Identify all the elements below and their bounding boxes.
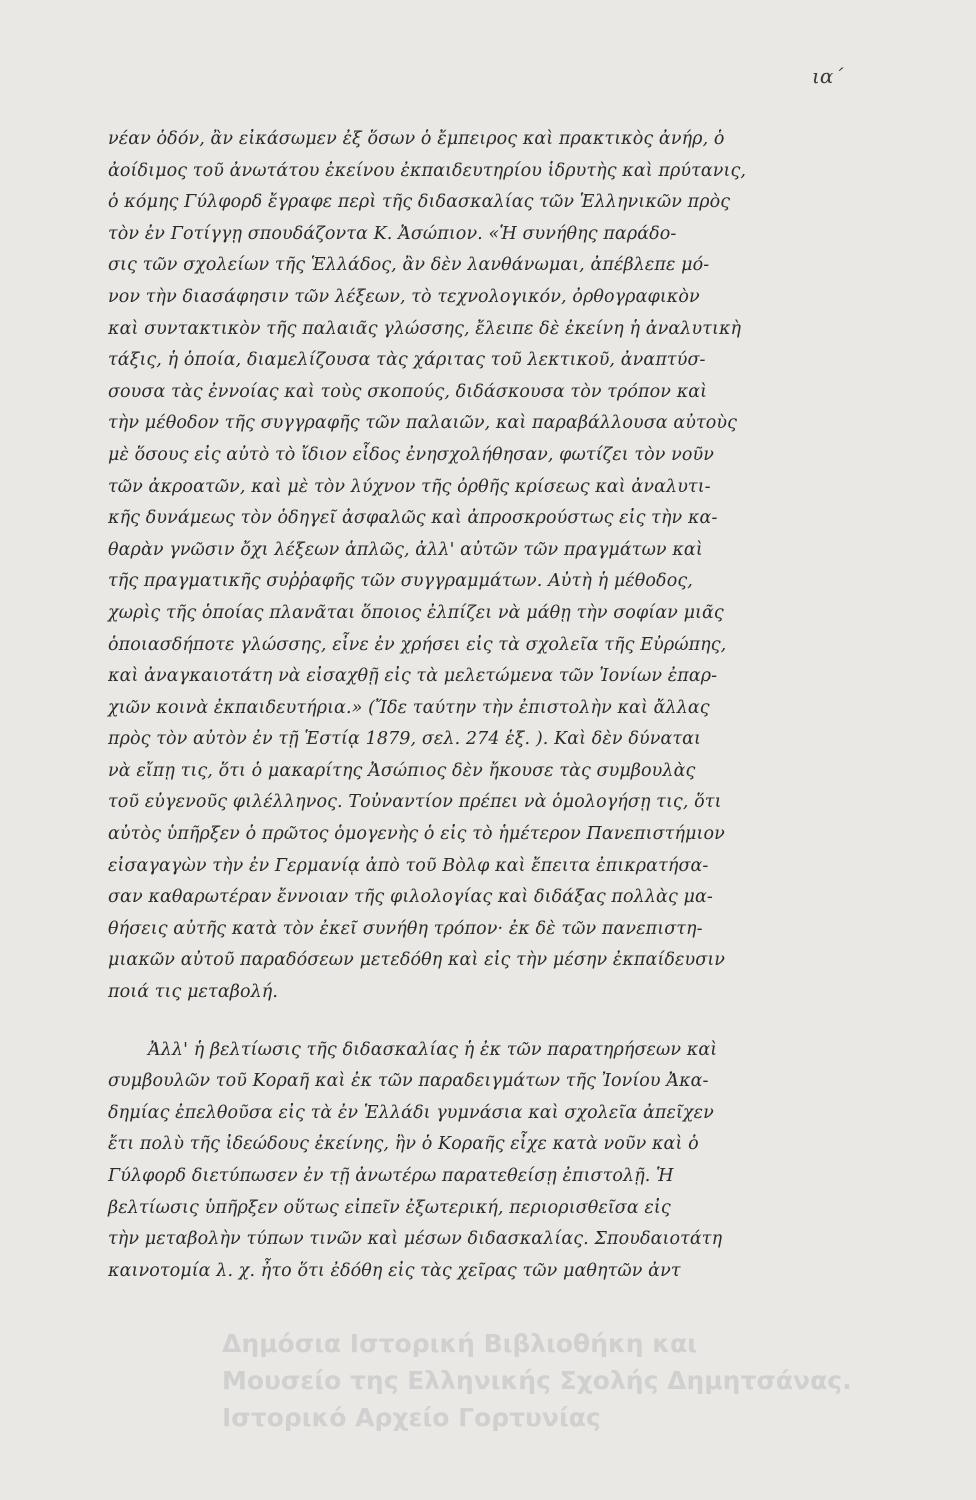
text-line: χωρὶς τῆς ὁποίας πλανᾶται ὅποιος ἐλπίζει νὰ μάθῃ τὴν σοφίαν μιᾶς (108, 602, 724, 623)
text-line: σαν καθαρωτέραν ἔννοιαν τῆς φιλολογίας καὶ διδάξας πολλὰς μα- (108, 887, 713, 908)
text-line: σουσα τὰς ἐννοίας καὶ τοὺς σκοπούς, διδάσκουσα τὸν τρόπον καὶ (108, 381, 708, 402)
body-text (108, 124, 870, 1287)
text-line: νὰ εἴπῃ τις, ὅτι ὁ μακαρίτης Ἀσώπιος δὲν ἤκουσε τὰς συμβουλὰς (108, 760, 696, 781)
text-line: δημίας ἐπελθοῦσα εἰς τὰ ἐν Ἑλλάδι γυμνάσια καὶ σχολεῖα ἀπεῖχεν (108, 1102, 714, 1123)
text-line: ἀοίδιμος τοῦ ἀνωτάτου ἐκείνου ἐκπαιδευτηρίου ἱδρυτὴς καὶ πρύτανις, (108, 160, 747, 181)
watermark-line: Μουσείο της Ελληνικής Σχολής Δημητσάνας. (222, 1366, 852, 1395)
watermark-line: Δημόσια Ιστορική Βιβλιοθήκη και (222, 1329, 697, 1358)
text-line: σις τῶν σχολείων τῆς Ἑλλάδος, ἂν δὲν λανθάνωμαι, ἀπέβλεπε μό- (108, 255, 710, 276)
paragraph-gap (108, 1009, 870, 1035)
text-line: κῆς δυνάμεως τὸν ὁδηγεῖ ἀσφαλῶς καὶ ἀπροσκρούστως εἰς τὴν κα- (108, 508, 718, 529)
text-line: νέαν ὁδόν, ἂν εἰκάσωμεν ἐξ ὅσων ὁ ἔμπειρος καὶ πρακτικὸς ἀνήρ, ὁ (108, 129, 725, 149)
text-line: Ἀλλ' ἡ βελτίωσις τῆς διδασκαλίας ἡ ἐκ τῶν παρατηρήσεων καὶ (148, 1039, 718, 1060)
text-line: πρὸς τὸν αὐτὸν ἐν τῇ Ἑστίᾳ 1879, σελ. 274 ἑξ. ). Καὶ δὲν δύναται (108, 729, 702, 750)
text-line: χιῶν κοινὰ ἐκπαιδευτήρια.» (Ἴδε ταύτην τὴν ἐπιστολὴν καὶ ἄλλας (108, 697, 710, 718)
text-line: τῆς πραγματικῆς συῤῥαφῆς τῶν συγγραμμάτων. Αὐτὴ ἡ μέθοδος, (108, 571, 693, 592)
watermark-line: Ιστορικό Αρχείο Γορτυνίας (222, 1403, 601, 1432)
text-line: Γύλφορδ διετύπωσεν ἐν τῇ ἀνωτέρω παρατεθείσῃ ἐπιστολῇ. Ἡ (108, 1166, 674, 1186)
text-line: θαρὰν γνῶσιν ὄχι λέξεων ἁπλῶς, ἀλλ' αὐτῶν τῶν πραγμάτων καὶ (108, 539, 703, 560)
text-line: ποιά τις μεταβολή. (108, 982, 279, 1003)
text-line: ὁποιασδήποτε γλώσσης, εἶνε ἐν χρήσει εἰς τὰ σχολεῖα τῆς Εὐρώπης, (108, 634, 727, 655)
text-line: αὐτὸς ὑπῆρξεν ὁ πρῶτος ὁμογενὴς ὁ εἰς τὸ ἡμέτερον Πανεπιστήμιον (108, 824, 725, 845)
text-line: εἰσαγαγὼν τὴν ἐν Γερμανίᾳ ἀπὸ τοῦ Βὸλφ καὶ ἔπειτα ἐπικρατήσα- (108, 855, 709, 876)
text-line: τὴν μέθοδον τῆς συγγραφῆς τῶν παλαιῶν, καὶ παραβάλλουσα αὐτοὺς (108, 413, 738, 434)
text-line: ἔτι πολὺ τῆς ἰδεώδους ἐκείνης, ἣν ὁ Κοραῆς εἶχε κατὰ νοῦν καὶ ὁ (108, 1134, 699, 1155)
text-line: τάξις, ἡ ὁποία, διαμελίζουσα τὰς χάριτας τοῦ λεκτικοῦ, ἀναπτύσ- (108, 350, 706, 371)
text-line: μὲ ὅσους εἰς αὐτὸ τὸ ἴδιον εἶδος ἐνησχολήθησαν, φωτίζει τὸν νοῦν (108, 444, 715, 465)
text-line: μιακῶν αὐτοῦ παραδόσεων μετεδόθη καὶ εἰς τὴν μέσην ἐκπαίδευσιν (108, 950, 726, 971)
text-line: νον τὴν διασάφησιν τῶν λέξεων, τὸ τεχνολογικόν, ὀρθογραφικὸν (108, 286, 700, 307)
text-line: καινοτομία λ. χ. ἦτο ὅτι ἐδόθη εἰς τὰς χεῖρας τῶν μαθητῶν ἀντ (108, 1260, 681, 1281)
library-watermark (222, 1325, 962, 1436)
text-line: τὸν ἐν Γοτίγγῃ σπουδάζοντα Κ. Ἀσώπιον. «Ἡ συνήθης παράδο- (108, 223, 677, 244)
paragraph-2 (108, 1035, 870, 1288)
text-line: καὶ ἀναγκαιοτάτη νὰ εἰσαχθῇ εἰς τὰ μελετώμενα τῶν Ἰονίων ἐπαρ- (108, 666, 718, 687)
text-line: τὴν μεταβολὴν τύπων τινῶν καὶ μέσων διδασκαλίας. Σπουδαιοτάτη (108, 1229, 723, 1250)
page-number: ια΄ (812, 64, 844, 88)
text-line: θήσεις αὐτῆς κατὰ τὸν ἐκεῖ συνήθη τρόπον· ἐκ δὲ τῶν πανεπιστη- (108, 918, 703, 939)
text-line: τῶν ἀκροατῶν, καὶ μὲ τὸν λύχνον τῆς ὀρθῆς κρίσεως καὶ ἀναλυτι- (108, 476, 711, 497)
text-line: καὶ συντακτικὸν τῆς παλαιᾶς γλώσσης, ἔλειπε δὲ ἐκείνη ἡ ἀναλυτικὴ (108, 318, 742, 339)
text-line: συμβουλῶν τοῦ Κοραῆ καὶ ἐκ τῶν παραδειγμάτων τῆς Ἰονίου Ἀκα- (108, 1071, 709, 1092)
text-line: τοῦ εὐγενοῦς φιλέλληνος. Τοὐναντίον πρέπει νὰ ὁμολογήσῃ τις, ὅτι (108, 792, 722, 813)
text-line: ὁ κόμης Γύλφορδ ἔγραφε περὶ τῆς διδασκαλίας τῶν Ἑλληνικῶν πρὸς (108, 192, 731, 213)
text-line: βελτίωσις ὑπῆρξεν οὕτως εἰπεῖν ἐξωτερική, περιορισθεῖσα εἰς (108, 1197, 671, 1218)
paragraph-1 (108, 124, 870, 1009)
